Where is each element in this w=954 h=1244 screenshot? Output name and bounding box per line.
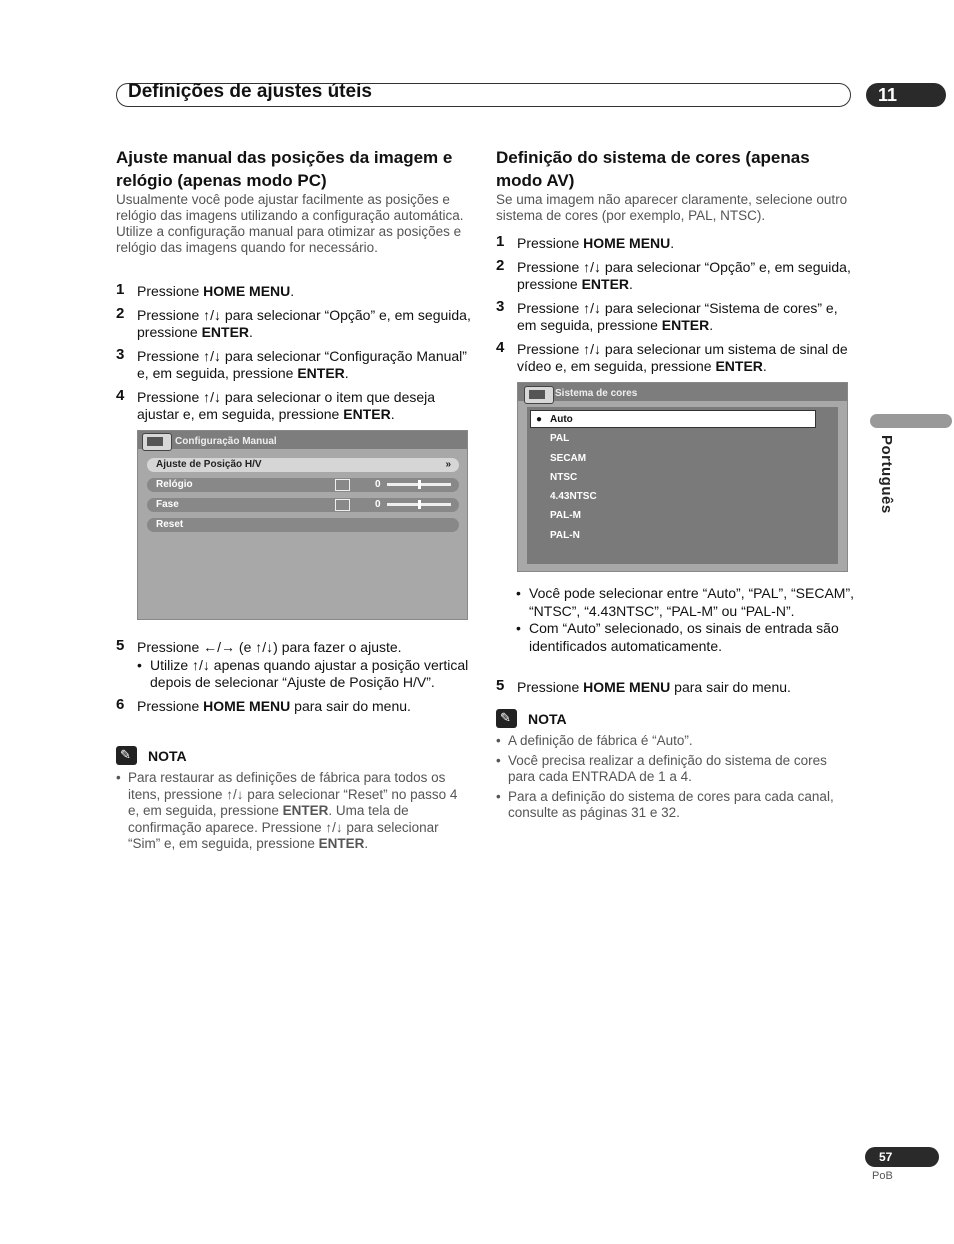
- right-bullets: [516, 585, 856, 655]
- left-steps: [116, 283, 472, 424]
- section-intro: Usualmente você pode ajustar facilmente as posições e relógio das imagens utilizando a configuração automática. Utilize a configuração manual para otimizar as posições e relógio das imagens quando for necessário.: [116, 192, 464, 255]
- note-item-factory: • A definição de fábrica é “Auto”.: [496, 733, 852, 750]
- language-tab-marker: [870, 414, 952, 428]
- left-note: [116, 746, 472, 853]
- phase-icon: [335, 499, 350, 511]
- color-step-3: 3 Pressione ↑/↓ para selecionar “Sistema de cores” e, em seguida, pressione ENTER.: [496, 297, 838, 333]
- section-heading-clock: Ajuste manual das posições da imagem e relógio (apenas modo PC): [116, 148, 453, 190]
- right-column: [496, 146, 852, 224]
- bullet-options: • Você pode selecionar entre “Auto”, “PAL”, “SECAM”, “NTSC”, “4.43NTSC”, “PAL-M” ou “PAL-N”.: [516, 585, 856, 620]
- section-intro-color: Se uma imagem não aparecer claramente, selecione outro sistema de cores (por exemplo, PAL, NTSC).: [496, 192, 848, 223]
- language-tab-label: Português: [878, 435, 895, 514]
- option-pal-m[interactable]: PAL-M: [550, 510, 581, 521]
- tv-menu-icon: [142, 433, 172, 451]
- step-4: 4 Pressione ↑/↓ para selecionar o item que deseja ajustar e, em seguida, pressione ENTER.: [116, 386, 436, 422]
- option-ntsc[interactable]: NTSC: [550, 472, 578, 483]
- note-item-input: • Você precisa realizar a definição do sistema de cores para cada ENTRADA de 1 a 4.: [496, 753, 852, 786]
- menu-item-clock[interactable]: Relógio 0: [147, 478, 459, 492]
- page-number: 57: [865, 1147, 939, 1167]
- tv-menu-icon: [524, 386, 554, 404]
- chapter-badge: 11: [866, 83, 946, 107]
- option-pal[interactable]: PAL: [550, 433, 570, 444]
- menu-item-reset[interactable]: Reset: [147, 518, 459, 532]
- section-heading-color: Definição do sistema de cores (apenas modo AV): [496, 148, 810, 190]
- step-3: 3 Pressione ↑/↓ para selecionar “Configuração Manual” e, em seguida, pressione ENTER.: [116, 345, 467, 381]
- double-chevron-icon: »: [445, 459, 451, 470]
- left-steps-bottom: [116, 639, 472, 715]
- step-1: 1 Pressione HOME MENU.: [116, 281, 295, 299]
- note-item-channel: • Para a definição do sistema de cores para cada canal, consulte as páginas 31 e 32.: [496, 789, 852, 822]
- right-step5: [496, 679, 852, 697]
- note-title: NOTA: [528, 711, 567, 727]
- screen-title-color: Sistema de cores: [555, 388, 638, 399]
- option-secam[interactable]: SECAM: [550, 453, 587, 464]
- note-title: NOTA: [148, 748, 187, 764]
- note-item: • Para restaurar as definições de fábrica para todos os itens, pressione ↑/↓ para selecionar “Reset” no passo 4 e, em seguida, pressione ENTER. Uma tela de confirmação aparece. Pressione ↑/↓ para selecionar “Sim” e, em seguida, pressione ENTER.: [116, 770, 472, 853]
- color-system-screen: [517, 382, 848, 572]
- step-6: 6 Pressione HOME MENU para sair do menu.: [116, 695, 411, 714]
- menu-item-position[interactable]: Ajuste de Posição H/V »: [147, 458, 459, 472]
- right-steps: [496, 235, 852, 376]
- right-note: [496, 709, 852, 822]
- options-panel: [527, 407, 838, 564]
- page-title: Definições de ajustes úteis: [128, 81, 372, 102]
- color-step-5: 5 Pressione HOME MENU para sair do menu.: [496, 677, 791, 695]
- manual-config-screen: [137, 430, 468, 620]
- clock-icon: [335, 479, 350, 491]
- color-step-1: 1 Pressione HOME MENU.: [496, 233, 675, 251]
- clock-value: 0: [375, 479, 381, 490]
- phase-value: 0: [375, 499, 381, 510]
- color-step-4: 4 Pressione ↑/↓ para selecionar um sistema de sinal de vídeo e, em seguida, pressione ENTER.: [496, 338, 848, 374]
- option-443ntsc[interactable]: 4.43NTSC: [550, 491, 597, 502]
- phase-slider-knob[interactable]: [418, 500, 421, 509]
- step-2: 2 Pressione ↑/↓ para selecionar “Opção” e, em seguida, pressione ENTER.: [116, 304, 471, 340]
- note-pencil-icon: [496, 709, 517, 728]
- note-pencil-icon: [116, 746, 137, 765]
- step-5-bullet: • Utilize ↑/↓ apenas quando ajustar a posição vertical depois de selecionar “Ajuste de Posição H/V”.: [137, 657, 472, 692]
- color-step-2: 2 Pressione ↑/↓ para selecionar “Opção” e, em seguida, pressione ENTER.: [496, 256, 851, 292]
- menu-item-phase[interactable]: Fase 0: [147, 498, 459, 512]
- option-selected-highlight[interactable]: [530, 410, 816, 428]
- screen-title: Configuração Manual: [175, 436, 277, 447]
- option-auto[interactable]: Auto: [550, 414, 573, 425]
- option-pal-n[interactable]: PAL-N: [550, 530, 580, 541]
- left-column: [116, 146, 472, 256]
- selected-dot-icon: ●: [536, 414, 543, 425]
- page-code: PoB: [872, 1170, 893, 1182]
- step-5: 5 Pressione ←/→ (e ↑/↓) para fazer o ajuste.: [116, 637, 402, 655]
- bullet-auto: • Com “Auto” selecionado, os sinais de entrada são identificados automaticamente.: [516, 620, 856, 655]
- clock-slider-knob[interactable]: [418, 480, 421, 489]
